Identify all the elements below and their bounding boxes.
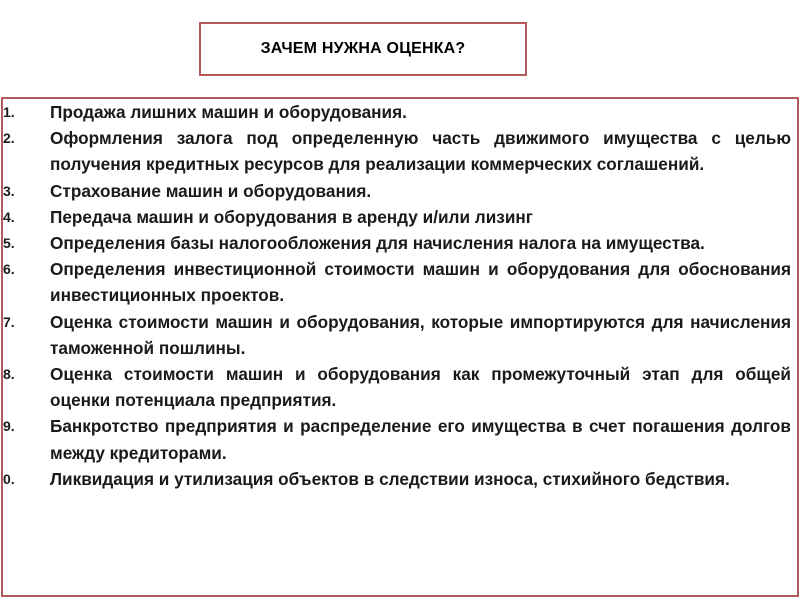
list-item-text: Оценка стоимости машин и оборудования, которые импортируются для начисления таможенной пошлины. (50, 311, 791, 358)
list-item-number: 6. (3, 261, 15, 278)
list-item-number: 0. (3, 470, 15, 487)
list-item-text: Оценка стоимости машин и оборудования как промежуточный этап для общей оценки потенциала предприятия. (50, 364, 791, 411)
list-item-number: 7. (3, 313, 15, 330)
list-item-text: Продажа лишних машин и оборудования. (50, 102, 407, 122)
list-item-text: Банкротство предприятия и распределение его имущества в счет погашения долгов между кредиторами. (50, 416, 791, 463)
list-item (3, 230, 799, 256)
list-item-number: 3. (3, 182, 15, 199)
list-item (3, 256, 799, 308)
list-item (3, 125, 799, 177)
list-item-number: 2. (3, 130, 15, 147)
list-item-text: Страхование машин и оборудования. (50, 180, 372, 201)
list-item (3, 204, 799, 230)
list-item (3, 99, 799, 125)
list-item-text: Определения базы налогообложения для начисления налога на имущества. (50, 233, 705, 254)
reasons-list (3, 99, 799, 492)
list-item-number: 4. (3, 208, 15, 225)
list-item-number: 5. (3, 235, 15, 252)
list-item (3, 413, 799, 465)
list-item-text: Передача машин и оборудования в аренду и/или лизинг (50, 206, 533, 227)
list-item-number: 1. (3, 104, 15, 120)
title-box (199, 22, 527, 76)
list-item-number: 8. (3, 366, 15, 383)
content-box (1, 97, 799, 597)
list-item (3, 361, 799, 413)
list-item-text: Оформления залога под определенную часть движимого имущества с целью получения кредитных ресурсов для реализации коммерческих соглашений. (50, 128, 791, 175)
list-item (3, 309, 799, 361)
list-item (3, 466, 799, 492)
page-title: ЗАЧЕМ НУЖНА ОЦЕНКА? (260, 40, 466, 57)
list-item-text: Определения инвестиционной стоимости машин и оборудования для обоснования инвестиционных проектов. (50, 259, 791, 306)
list-item-text: Ликвидация и утилизация объектов в следствии износа, стихийного бедствия. (50, 468, 730, 489)
list-item (3, 178, 799, 204)
list-item-number: 9. (3, 418, 15, 435)
